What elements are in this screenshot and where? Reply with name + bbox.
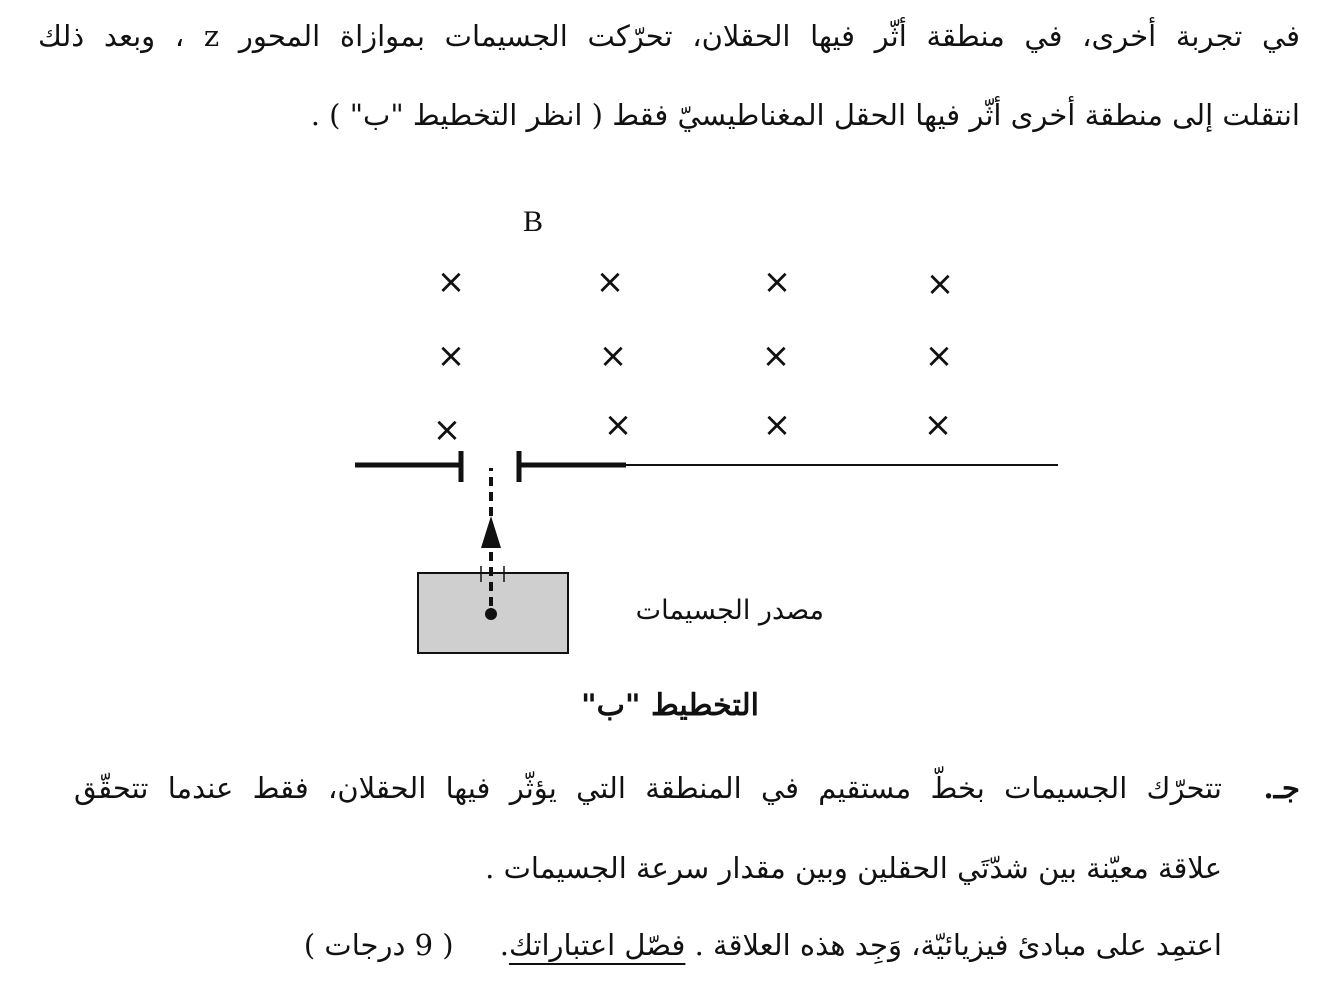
velocity-arrow-head [481,516,501,548]
points-value: ( 9 درجات ) [303,928,454,962]
field-into-page-marker: × [923,405,953,445]
explain-considerations: فصّل اعتباراتك [508,928,686,962]
question-label: جـ. [1263,771,1300,805]
field-into-page-marker: × [595,262,625,302]
field-label-b: B [522,205,544,238]
question-instruction: اعتمِد على مبادئ فيزيائيّة، وَجِد هذه العلاقة . [694,928,1222,962]
question-line-1: تتحرّك الجسيمات بخطّ مستقيم في المنطقة التي يؤثّر فيها الحقلان، فقط عندما تتحقّق [74,771,1222,805]
field-into-page-marker: × [762,405,792,445]
instruction-period: . [499,928,509,962]
field-into-page-marker: × [432,410,462,450]
question-line-2: علاقة معيّنة بين شدّتَي الحقلين وبين مقدار سرعة الجسيمات . [485,851,1222,885]
diagram-b [0,190,1340,680]
diagram-caption: التخطيط "ب" [581,688,759,723]
field-into-page-marker: × [761,336,791,376]
field-into-page-marker: × [436,336,466,376]
field-into-page-marker: × [762,262,792,302]
slit-barrier [355,451,1058,482]
field-into-page-marker: × [603,405,633,445]
field-into-page-marker: × [924,336,954,376]
question-line-3 [304,925,1222,965]
field-into-page-marker: × [436,262,466,302]
intro-line-1: في تجربة أخرى، في منطقة أثّر فيها الحقلان، تحرّكت الجسيمات بموازاة المحور z ، وبعد ذلك [38,19,1300,53]
intro-line-2: انتقلت إلى منطقة أخرى أثّر فيها الحقل المغناطيسيّ فقط ( انظر التخطيط "ب" ) . [310,98,1300,132]
field-into-page-marker: × [598,336,628,376]
field-into-page-marker: × [925,264,955,304]
particle-source-point [485,608,497,620]
particle-source-label: مصدر الجسيمات [635,595,824,626]
